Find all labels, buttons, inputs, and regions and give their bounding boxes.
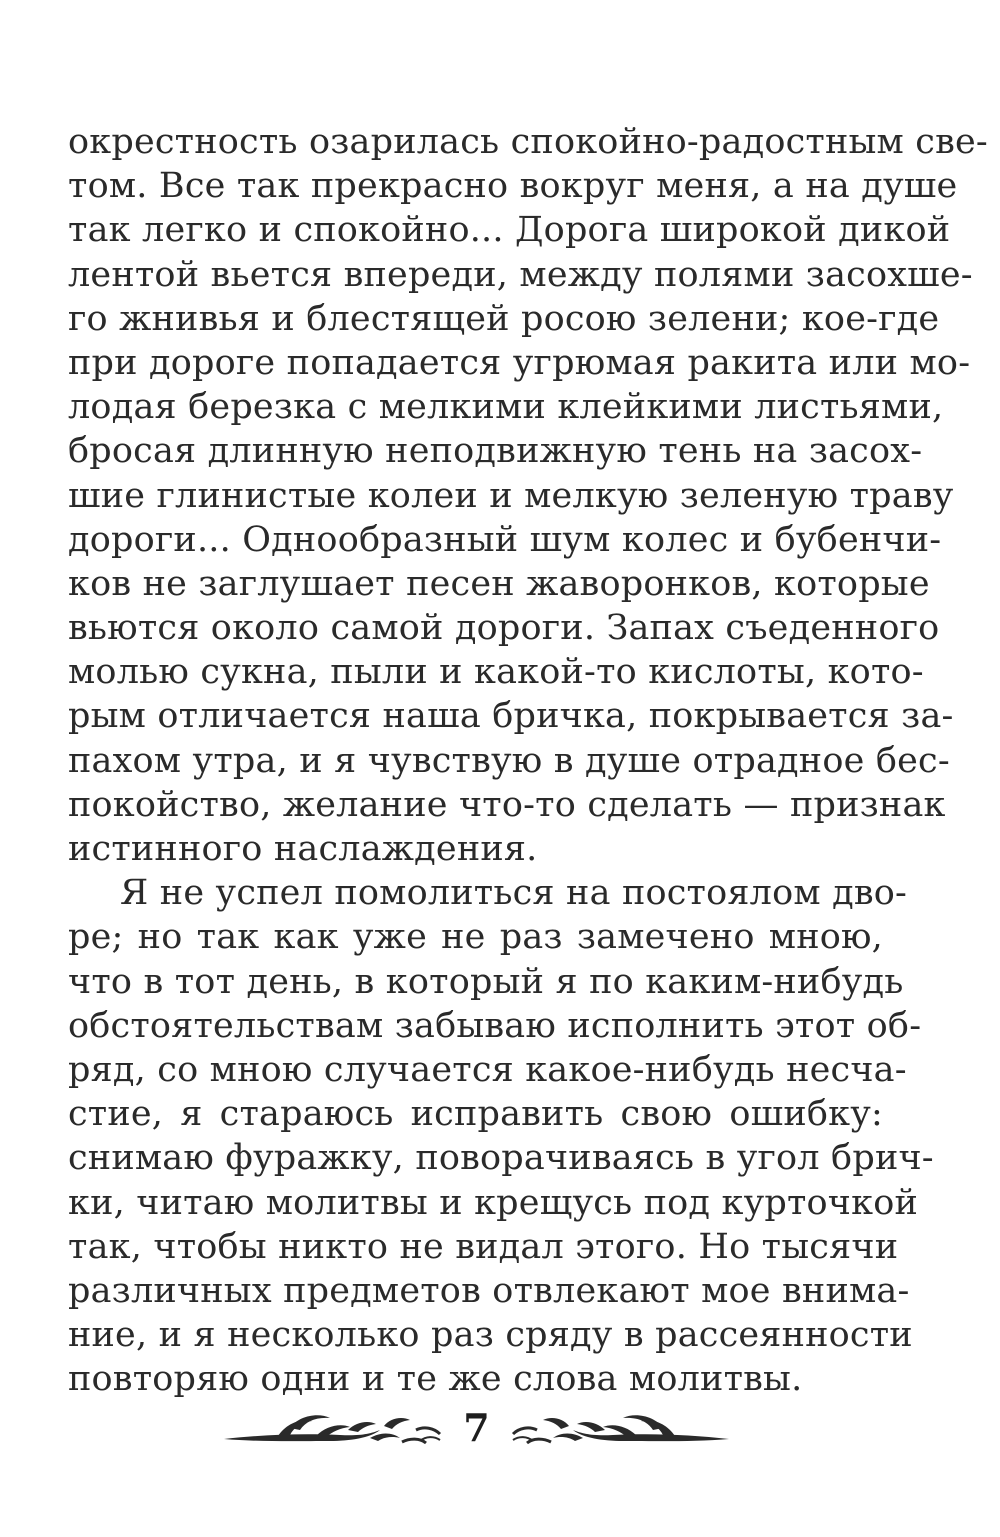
text-line: бросая длинную неподвижную тень на засох- xyxy=(68,431,923,472)
text-line: лентой вьется впереди, между полями засохше- xyxy=(68,254,973,295)
text-line: ние, и я несколько раз сряду в рассеянности xyxy=(68,1315,913,1356)
text-line: покойство, желание что-то сделать — признак xyxy=(68,784,946,825)
text-line: дороги... Однообразный шум колес и бубенчи- xyxy=(68,519,942,560)
text-line: ряд, со мною случается какое-нибудь несча- xyxy=(68,1049,907,1090)
text-line: что в тот день, в который я по каким-нибудь xyxy=(68,961,904,1002)
text-line: так, чтобы никто не видал этого. Но тысячи xyxy=(68,1226,899,1267)
text-line: различных предметов отвлекают мое внима- xyxy=(68,1270,910,1311)
body-text xyxy=(68,120,988,1401)
text-line: ре; но так как уже не раз замечено мною, xyxy=(68,917,883,958)
text-line: молью сукна, пыли и какой-то кислоты, кото- xyxy=(68,652,924,693)
text-line: окрестность озарилась спокойно-радостным све- xyxy=(68,122,988,162)
text-line: истинного наслаждения. xyxy=(68,829,538,869)
text-line: лодая березка с мелкими клейкими листьями, xyxy=(68,387,944,428)
flourish-ornament-right-icon xyxy=(508,1408,733,1448)
page-number: 7 xyxy=(463,1405,490,1450)
text-line: пахом утра, и я чувствую в душе отрадное бес- xyxy=(68,740,950,781)
text-line: снимаю фуражку, поворачиваясь в угол брич- xyxy=(68,1138,934,1179)
text-line: ков не заглушает песен жаворонков, которые xyxy=(68,563,930,604)
text-line: обстоятельствам забываю исполнить этот об- xyxy=(68,1005,922,1046)
text-line: Я не успел помолиться на постоялом дво- xyxy=(120,873,908,914)
text-line: шие глинистые колеи и мелкую зеленую траву xyxy=(68,475,954,516)
text-line: стие, я стараюсь исправить свою ошибку: xyxy=(68,1094,883,1135)
paragraph-2 xyxy=(68,871,934,1401)
text-line: го жнивья и блестящей росою зелени; кое-где xyxy=(68,298,940,339)
text-line: повторяю одни и те же слова молитвы. xyxy=(68,1359,803,1400)
paragraph-1 xyxy=(68,120,988,871)
text-line: так легко и спокойно... Дорога широкой дикой xyxy=(68,210,951,251)
text-line: вьются около самой дороги. Запах съеденного xyxy=(68,608,940,649)
page-footer xyxy=(220,1402,730,1462)
text-line: том. Все так прекрасно вокруг меня, а на душе xyxy=(68,166,958,207)
text-line: ки, читаю молитвы и крещусь под курточкой xyxy=(68,1182,919,1223)
flourish-ornament-left-icon xyxy=(220,1408,445,1448)
text-line: рым отличается наша бричка, покрывается за- xyxy=(68,696,954,737)
text-line: при дороге попадается угрюмая ракита или мо- xyxy=(68,342,971,383)
